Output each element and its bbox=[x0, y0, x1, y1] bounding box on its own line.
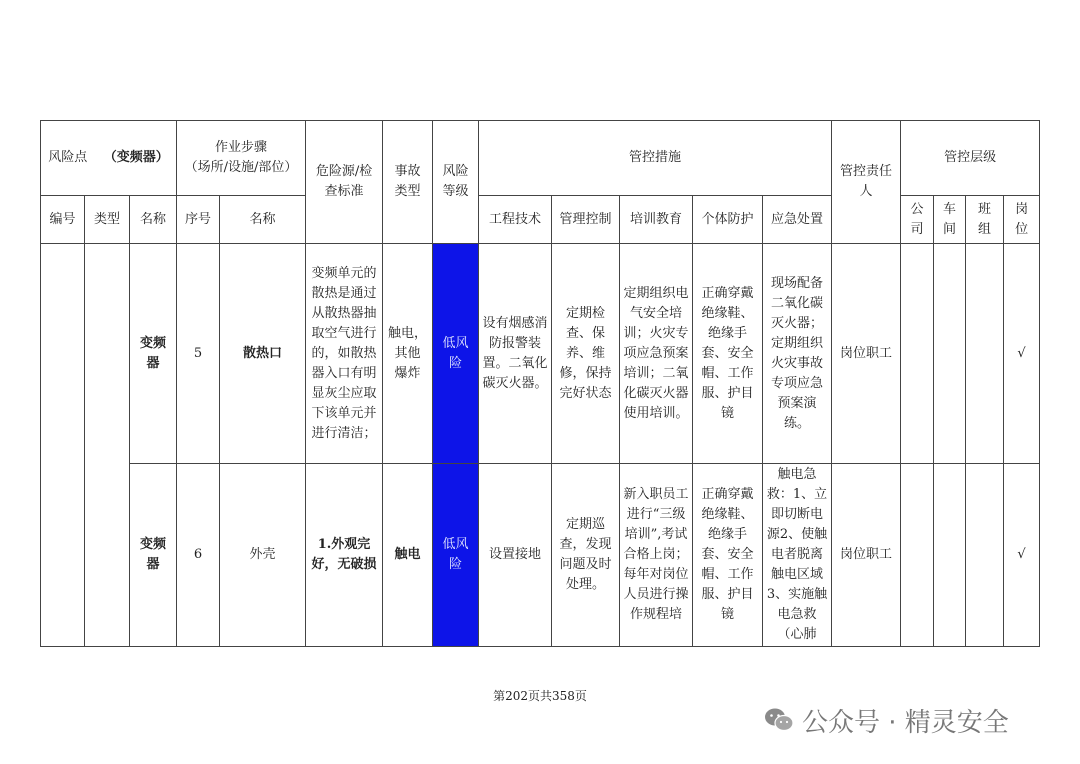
cell-accident: 触电 bbox=[383, 464, 433, 647]
col-training-header: 培训教育 bbox=[620, 196, 693, 244]
risk-control-table bbox=[40, 120, 1040, 647]
cell-seq: 5 bbox=[177, 244, 220, 464]
cell-type bbox=[85, 244, 130, 647]
cell-team bbox=[966, 464, 1004, 647]
responsible-header: 管控责任 人 bbox=[832, 121, 901, 244]
col-emergency-header: 应急处置 bbox=[763, 196, 832, 244]
col-management-header: 管理控制 bbox=[552, 196, 620, 244]
table-row bbox=[41, 464, 1040, 647]
cell-management: 定期巡查，发现问题及时处理。 bbox=[552, 464, 620, 647]
cell-training: 定期组织电气安全培训；火灾专项应急预案培训；二氧化碳灭火器使用培训。 bbox=[620, 244, 693, 464]
table-row bbox=[41, 244, 1040, 464]
cell-workshop bbox=[934, 244, 966, 464]
cell-engineering: 设置接地 bbox=[479, 464, 552, 647]
cell-responsible: 岗位职工 bbox=[832, 464, 901, 647]
risk-point-name: （变频器） bbox=[103, 150, 169, 165]
cell-seq: 6 bbox=[177, 464, 220, 647]
col-ppe-header: 个体防护 bbox=[693, 196, 763, 244]
wechat-icon bbox=[764, 707, 794, 733]
cell-ppe: 正确穿戴绝缘鞋、绝缘手套、安全帽、工作服、护目镜 bbox=[693, 464, 763, 647]
cell-no bbox=[41, 244, 85, 647]
cell-engineering: 设有烟感消防报警装置。二氧化碳灭火器。 bbox=[479, 244, 552, 464]
col-type-header: 类型 bbox=[85, 196, 130, 244]
cell-post-check: √ bbox=[1004, 464, 1040, 647]
cell-responsible: 岗位职工 bbox=[832, 244, 901, 464]
cell-training: 新入职员工进行“三级培训”,考试合格上岗；每年对岗位人员进行操作规程培 bbox=[620, 464, 693, 647]
cell-name: 变频 器 bbox=[130, 244, 177, 464]
cell-risk-level: 低风 险 bbox=[433, 244, 479, 464]
cell-hazard: 1.外观完好，无破损 bbox=[306, 464, 383, 647]
cell-company bbox=[901, 464, 934, 647]
col-workshop-header: 车 间 bbox=[934, 196, 966, 244]
cell-step-name: 散热口 bbox=[220, 244, 306, 464]
col-name-header: 名称 bbox=[130, 196, 177, 244]
cell-ppe: 正确穿戴绝缘鞋、绝缘手套、安全帽、工作服、护目镜 bbox=[693, 244, 763, 464]
cell-accident: 触电， 其他 爆炸 bbox=[383, 244, 433, 464]
cell-hazard: 变频单元的散热是通过从散热器抽取空气进行的，如散热器入口有明显灰尘应取下该单元并进行清洁； bbox=[306, 244, 383, 464]
cell-risk-level: 低风 险 bbox=[433, 464, 479, 647]
cell-management: 定期检查、保养、维修，保持完好状态 bbox=[552, 244, 620, 464]
watermark bbox=[764, 700, 1064, 740]
col-team-header: 班 组 bbox=[966, 196, 1004, 244]
col-seq-header: 序号 bbox=[177, 196, 220, 244]
hazard-header: 危险源/检 查标准 bbox=[306, 121, 383, 244]
accident-type-header: 事故 类型 bbox=[383, 121, 433, 244]
cell-post-check: √ bbox=[1004, 244, 1040, 464]
risk-point-label: 风险点 bbox=[48, 150, 88, 165]
cell-emergency: 现场配备二氧化碳灭火器；定期组织火灾事故专项应急预案演练。 bbox=[763, 244, 832, 464]
col-post-header: 岗 位 bbox=[1004, 196, 1040, 244]
cell-team bbox=[966, 244, 1004, 464]
page-number: 第202页共358页 bbox=[493, 689, 587, 703]
col-step-name-header: 名称 bbox=[220, 196, 306, 244]
watermark-text: 公众号 · 精灵安全 bbox=[802, 707, 1009, 738]
risk-level-header: 风险 等级 bbox=[433, 121, 479, 244]
risk-point-header bbox=[41, 121, 177, 196]
cell-emergency: 触电急救：1、立即切断电源2、使触电者脱离触电区域3、实施触电急救（心肺 bbox=[763, 464, 832, 647]
control-layer-header: 管控层级 bbox=[901, 121, 1040, 196]
col-company-header: 公 司 bbox=[901, 196, 934, 244]
cell-step-name: 外壳 bbox=[220, 464, 306, 647]
cell-name: 变频 器 bbox=[130, 464, 177, 647]
cell-workshop bbox=[934, 464, 966, 647]
cell-company bbox=[901, 244, 934, 464]
col-engineering-header: 工程技术 bbox=[479, 196, 552, 244]
control-measures-header: 管控措施 bbox=[479, 121, 832, 196]
work-steps-header: 作业步骤 （场所/设施/部位） bbox=[177, 121, 306, 196]
col-no-header: 编号 bbox=[41, 196, 85, 244]
